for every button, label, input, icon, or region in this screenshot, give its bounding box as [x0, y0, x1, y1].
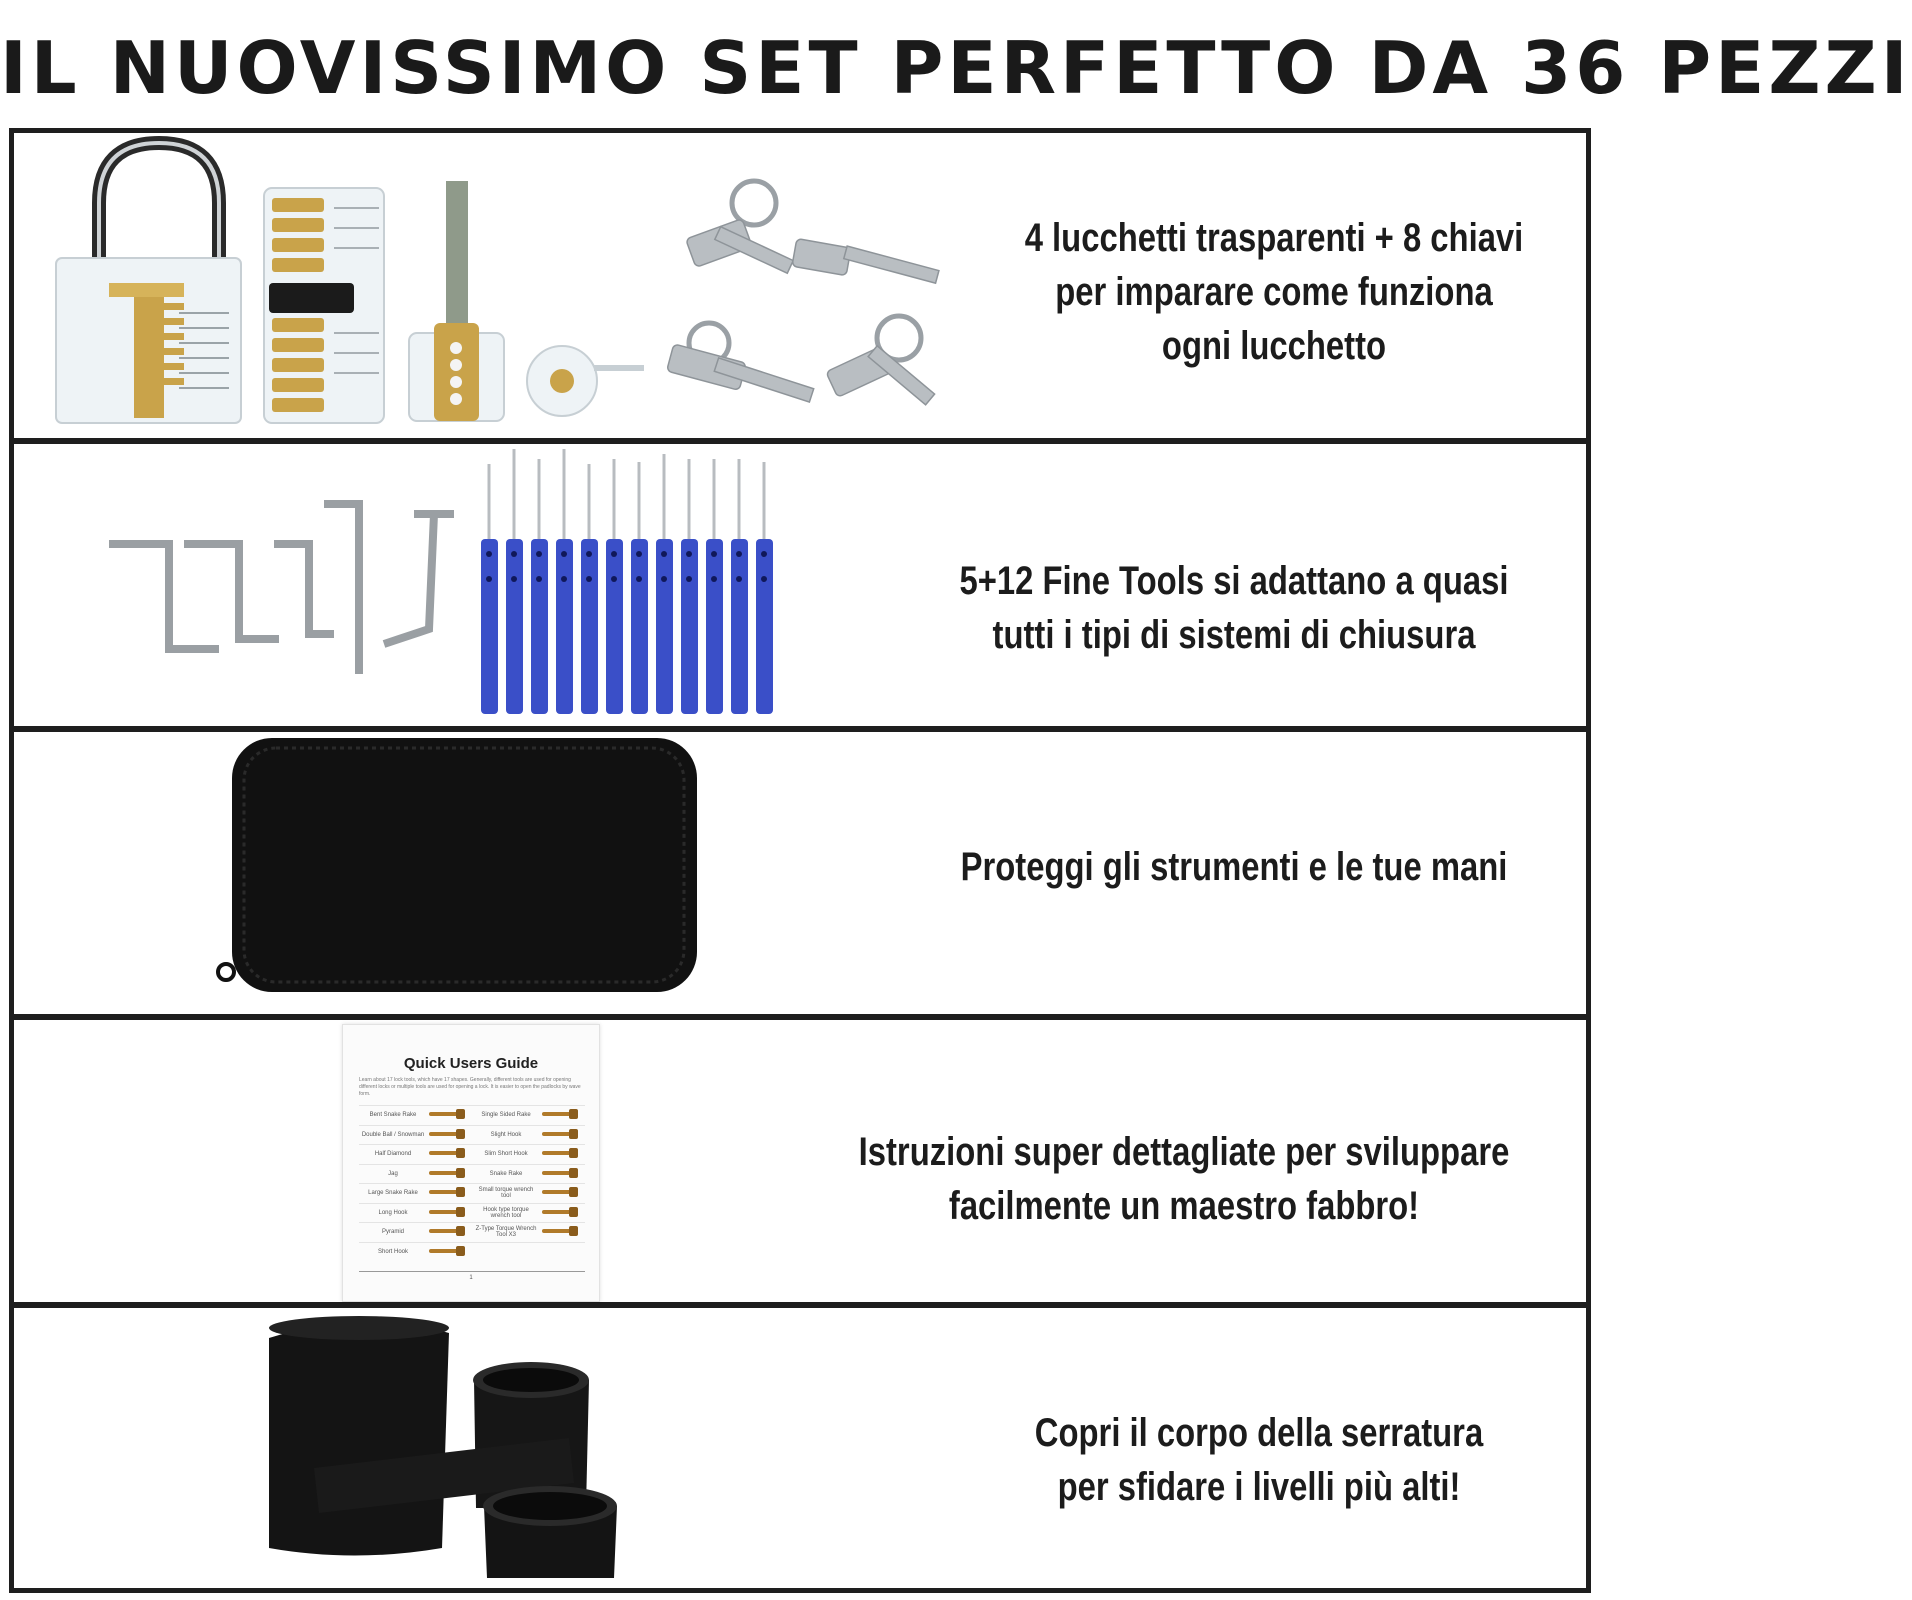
- guide-table: [359, 1105, 585, 1262]
- pick-icon: [542, 1151, 576, 1155]
- page-title: IL NUOVISSIMO SET PERFETTO DA 36 PEZZI: [0, 26, 1912, 110]
- panel-caption-covers: Copri il corpo della serratura per sfidare i livelli più alti!: [1034, 1411, 1484, 1509]
- guide-row: Large Snake Rake Small torque wrench tool: [359, 1184, 585, 1204]
- locks-keys-illustration: [14, 133, 964, 438]
- panel-tools: [9, 439, 1591, 731]
- pick-icon: [429, 1229, 463, 1233]
- wrench-icon: [542, 1210, 576, 1214]
- pick-icon: [429, 1132, 463, 1136]
- panel-caption-locks: 4 lucchetti trasparenti + 8 chiavi per imparare come funziona ogni lucchetto: [1024, 216, 1524, 368]
- pick-icon: [542, 1171, 576, 1175]
- panel-case: [9, 727, 1591, 1019]
- padlock-shackle-icon: [99, 143, 219, 263]
- pick-icon: [429, 1151, 463, 1155]
- tension-wrench-icon: [109, 504, 454, 674]
- panel-caption-guide: Istruzioni super dettagliate per sviluppare facilmente un maestro fabbro!: [858, 1130, 1510, 1228]
- guide-row: Bent Snake Rake Single Sided Rake: [359, 1106, 585, 1126]
- guide-intro: Learn about 17 lock tools, which have 17 shapes. Generally, different tools are used for opening different locks or multiple tools are used for opening a lock. It is easier to open the padlocks by wave form.: [359, 1077, 581, 1097]
- pick-icon: [429, 1112, 463, 1116]
- pick-icon: [429, 1249, 463, 1253]
- pick-icon: [429, 1210, 463, 1214]
- guide-page-number: 1: [469, 1275, 473, 1281]
- keys-icon: [667, 181, 939, 405]
- pick-icon: [542, 1132, 576, 1136]
- panel-covers: [9, 1303, 1591, 1593]
- guide-row: Pyramid Z-Type Torque Wrench Tool X3: [359, 1223, 585, 1243]
- guide-row: Half Diamond Slim Short Hook: [359, 1145, 585, 1165]
- tubular-lock-icon: [446, 181, 468, 331]
- wrench-icon: [542, 1190, 576, 1194]
- covers-illustration: [14, 1308, 664, 1593]
- guide-title: Quick Users Guide: [403, 1055, 539, 1072]
- lock-picks-icon: [481, 449, 773, 714]
- guide-row: Jag Snake Rake: [359, 1164, 585, 1184]
- z-wrench-icon: [542, 1229, 576, 1233]
- pick-icon: [429, 1190, 463, 1194]
- guide-divider: [359, 1271, 585, 1272]
- guide-row: Short Hook: [359, 1242, 585, 1262]
- panel-caption-tools: 5+12 Fine Tools si adattano a quasi tutti i tipi di sistemi di chiusura: [959, 559, 1509, 657]
- pick-icon: [542, 1112, 576, 1116]
- panel-caption-case: Proteggi gli strumenti e le tue mani: [960, 845, 1508, 889]
- quick-users-guide: [342, 1024, 600, 1302]
- guide-row: Double Ball / Snowman Slight Hook: [359, 1125, 585, 1145]
- case-illustration: [14, 732, 734, 1017]
- panel-locks-keys: [9, 128, 1591, 443]
- panel-guide: [9, 1015, 1591, 1307]
- padlock-cover-icon: [269, 1322, 449, 1556]
- pick-icon: [429, 1171, 463, 1175]
- guide-row: Long Hook Hook type torque wrench tool: [359, 1203, 585, 1223]
- tools-illustration: [14, 444, 864, 729]
- carry-case-icon: [232, 738, 697, 992]
